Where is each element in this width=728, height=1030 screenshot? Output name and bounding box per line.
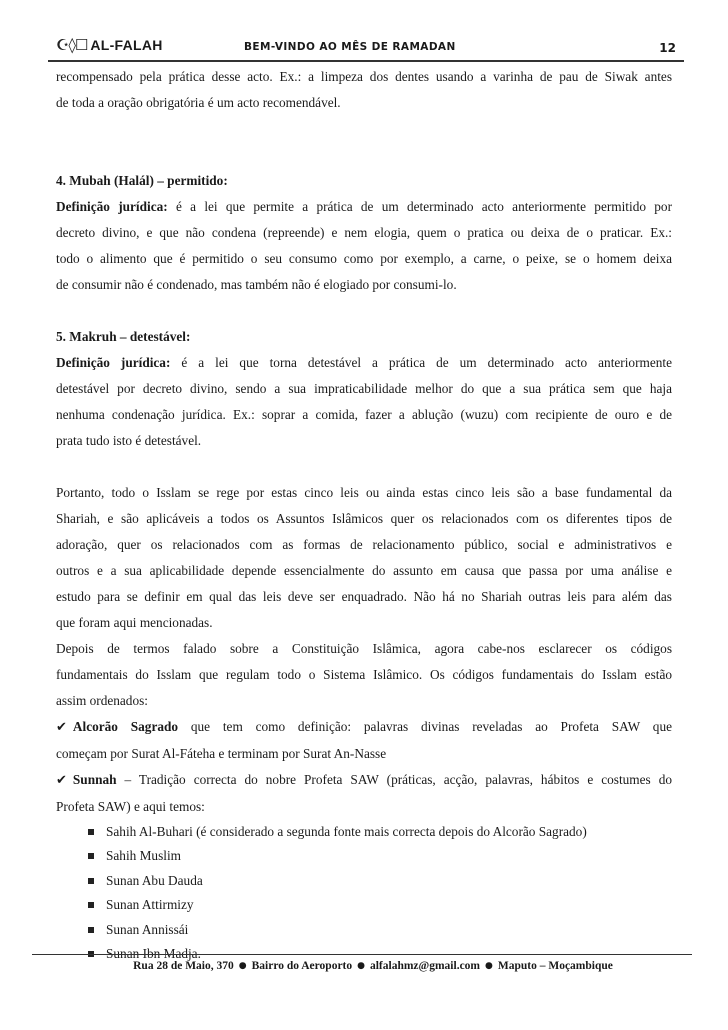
footer-rule xyxy=(32,954,692,955)
sunnah-text: – Tradição correcta do nobre Profeta SAW (práticas, acção, palavras, hábitos e costumes do xyxy=(116,772,672,787)
logo-text: AL-FALAH xyxy=(90,37,163,53)
mubah-definition xyxy=(56,194,672,220)
portanto-line: outros e a sua aplicabilidade depende essencialmente do assunto em causa que passa por uma análise e xyxy=(56,563,672,578)
alcorao-label: Alcorão Sagrado xyxy=(72,719,179,734)
bullet-icon: ● xyxy=(485,961,493,971)
portanto-line: que foram aqui mencionadas. xyxy=(56,615,213,630)
bullet-icon: ● xyxy=(357,961,365,971)
bullet-icon: ● xyxy=(238,961,247,971)
sunnah-item xyxy=(56,767,672,794)
alcorao-item xyxy=(56,714,672,741)
depois-line: Depois de termos falado sobre a Constituição Islâmica, agora cabe-nos esclarecer os códigos xyxy=(56,641,672,656)
page-header xyxy=(48,30,684,62)
checkmark-icon: ✔ xyxy=(56,773,67,788)
header-title: BEM-VINDO AO MÊS DE RAMADAN xyxy=(244,41,456,53)
page-content xyxy=(56,64,672,966)
header-rule xyxy=(48,60,684,62)
portanto-line: Portanto, todo o Isslam se rege por estas cinco leis ou ainda estas cinco leis são a base fundamental da xyxy=(56,485,672,500)
footer-area: Bairro do Aeroporto xyxy=(251,960,353,972)
makruh-line: detestável por decreto divino, sendo a sua impraticabilidade melhor do que a sua prática sem que haja xyxy=(56,381,672,396)
list-item: Sunan Ibn Madja. xyxy=(88,942,672,966)
footer-text xyxy=(32,960,692,972)
mubah-line: decreto divino, e que não condena (repreende) e nem elogia, quem o pratica ou deixa de o praticar. Ex.: xyxy=(56,225,672,240)
list-item: Sunan Attirmizy xyxy=(88,893,672,917)
depois-line: fundamentais do Isslam que regulam todo o Sistema Islâmico. Os códigos fundamentais do Isslam estão xyxy=(56,667,672,682)
list-item: Sahih Muslim xyxy=(88,844,672,868)
section-heading-makruh: 5. Makruh – detestável: xyxy=(56,329,191,344)
definition-label: Definição jurídica: xyxy=(56,199,168,214)
alcorao-text: que tem como definição: palavras divinas reveladas ao Profeta SAW que xyxy=(178,719,672,734)
portanto-line: adoração, quer os relacionados com as formas de relacionamento público, social e administrativos e xyxy=(56,537,672,552)
sunnah-label: Sunnah xyxy=(72,772,117,787)
makruh-line: prata tudo isto é detestável. xyxy=(56,433,202,448)
footer-email: alfalahmz@gmail.com xyxy=(369,960,481,972)
mubah-line: de consumir não é condenado, mas também não é elogiado por consumi-lo. xyxy=(56,277,457,292)
list-item: Sahih Al-Buhari (é considerado a segunda fonte mais correcta depois do Alcorão Sagrado) xyxy=(88,820,672,844)
alcorao-line: começam por Surat Al-Fáteha e terminam por Surat An-Nasse xyxy=(56,746,387,761)
page-footer xyxy=(32,954,692,972)
definition-label: Definição jurídica: xyxy=(56,355,171,370)
definition-text: é a lei que torna detestável a prática de um determinado acto anteriormente xyxy=(170,355,672,370)
hadith-collections-list xyxy=(56,820,672,966)
sunnah-line: Profeta SAW) e aqui temos: xyxy=(56,799,205,814)
list-item: Sunan Abu Dauda xyxy=(88,869,672,893)
mubah-line: todo o alimento que é permitido o seu consumo como por exemplo, a carne, o peixe, se o homem deixa xyxy=(56,251,672,266)
makruh-definition xyxy=(56,350,672,376)
list-item: Sunan Annissái xyxy=(88,918,672,942)
crescent-logo-icon: ☪◊☐ xyxy=(56,36,88,54)
footer-city: Maputo – Moçambique xyxy=(497,960,613,972)
depois-line: assim ordenados: xyxy=(56,693,148,708)
footer-address: Rua 28 de Maio, 370 xyxy=(133,960,234,972)
intro-line: recompensado pela prática desse acto. Ex.: a limpeza dos dentes usando a varinha de pau de Siwak antes xyxy=(56,69,672,84)
logo xyxy=(56,36,163,54)
portanto-line: estudo para se definir em qual das leis deve ser enquadrado. Não há no Shariah outras leis para além das xyxy=(56,589,672,604)
intro-line: de toda a oração obrigatória é um acto recomendável. xyxy=(56,95,341,110)
section-heading-mubah: 4. Mubah (Halál) – permitido: xyxy=(56,173,228,188)
checkmark-icon: ✔ xyxy=(56,720,67,735)
makruh-line: nenhuma condenação jurídica. Ex.: soprar a comida, fazer a ablução (wuzu) com recipiente de ouro e de xyxy=(56,407,672,422)
portanto-line: Shariah, e são aplicáveis a todos os Assuntos Islâmicos quer os relacionados com os diferentes tipos de xyxy=(56,511,672,526)
definition-text: é a lei que permite a prática de um determinado acto anteriormente permitido por xyxy=(167,199,672,214)
page-number: 12 xyxy=(659,41,676,55)
